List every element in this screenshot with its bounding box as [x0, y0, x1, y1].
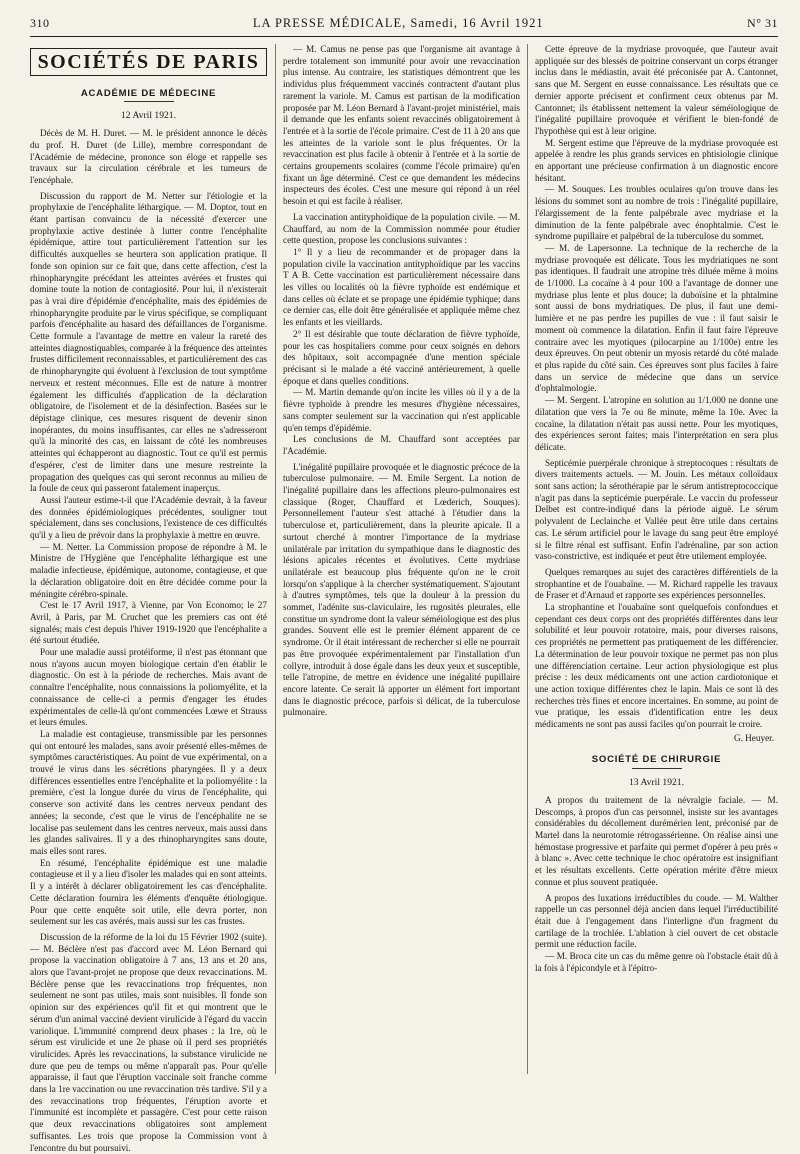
- paragraph: — M. Martin demande qu'on incite les villes où il y a de la fièvre typhoïde à prendre les mesures d'hygiène nécessaires, sans compter seulement sur la vaccination qui n'est applicable qu'en temps d'épidémie.: [283, 387, 520, 433]
- chirurgie-heading: SOCIÉTÉ DE CHIRURGIE: [591, 754, 722, 766]
- paragraph: — M. Sergent. L'atropine en solution au 1/1.000 ne donne une dilatation que vers la 7e ou 8e minute, même la 10e. Avec la cocaïne, la dilatation n'était pas aussi nette. Pour les myotiques, des expériences seront faites; mais l'interprétation en sera plus délicate.: [535, 395, 778, 452]
- paragraph: La maladie est contagieuse, transmissible par les personnes qui ont entouré les malades, sans avoir présenté elles-mêmes de symptômes caractéristiques. Au point de vue expérimental, on a trouvé le virus dans les sécrétions pharyngées. Il y a deux différences essentielles entre l'encéphalite et la poliomyélite : la première, c'est la longue durée du virus de l'encéphalite, qui conserve son activité dans les centres nerveux pendant des années; la seconde, c'est que le virus de l'encéphalite ne se localise pas seulement dans les centres nerveux, mais aussi dans les glandes salivaires. Il y a des rhinopharyngites sans doute, mais elles sont rares.: [30, 728, 267, 856]
- academie-date: 12 Avril 1921.: [121, 110, 176, 122]
- paragraph: — M. Netter. La Commission propose de répondre à M. le Ministre de l'Hygiène que l'encéphalite léthargique est une maladie infectieuse, épidémique, autonome, contagieuse, et que la déclaration obligatoire doit en être décidée comme pour la méningite cérébro-spinale.: [30, 541, 267, 599]
- paragraph: La vaccination antityphoïdique de la population civile. — M. Chauffard, au nom de la Commission nommée pour étudier cette question, propose les conclusions suivantes :: [283, 211, 520, 246]
- paragraph: La strophantine et l'ouabaïne sont quelquefois confondues et cependant ces deux corps ont des propriétés différentes dans leur solubilité et leur pouvoir rotatoire, mais, pour diverses raisons, ces propriétés ne permettent pas pratiquement de les différencier. La détermination de leur pouvoir toxique ne permet pas non plus une différenciation certaine. Leur action physiologique est plus précise : les deux médicaments ont une action cardiotonique et une action toxique différentes chez le lapin. Mais ce sont là des recherches très fines et encore incertaines. En somme, au point de vue pratique, les essais d'identification entre les deux médicaments ne sont pas aussi faciles qu'on pourrait le croire.: [535, 602, 778, 730]
- paragraph: Quelques remarques au sujet des caractères différentiels de la strophantine et de l'ouabaïne. — M. Richard rappelle les travaux de Fraser et d'Arnaud et rapporte ses expériences personnelles.: [535, 566, 778, 601]
- academie-heading: ACADÉMIE DE MÉDECINE: [80, 87, 217, 99]
- column-3: [535, 44, 778, 1074]
- paragraph: Aussi l'auteur estime-t-il que l'Académie devrait, à la faveur des données épidémiologiques précédentes, souligner tout spécialement, dans ses conclusions, l'existence de ces difficultés qu'il y a lieu de prévoir dans la prophylaxie à mettre en œuvre.: [30, 494, 267, 541]
- column-1: [30, 44, 267, 1153]
- journal-title: LA PRESSE MÉDICALE, Samedi, 16 Avril 1921: [252, 15, 544, 30]
- paragraph: — M. Camus ne pense pas que l'organisme ait avantage à perdre totalement son immunité pour avoir une revaccination plus intense. Au contraire, les statistiques démontrent que les individus plus fréquemment vaccinés contractent d'autant plus rarement la variole. M. Camus est partisan de la modification proposée par M. Léon Bernard à l'avant-projet ministériel, mais il demande que les enfants soient revaccinés obligatoirement à l'entrée et à la sortie de l'école primaire. C'est de 11 à 20 ans que les atteintes de la variole sont le plus fréquentes. Or la revaccination est plus facile à obtenir à l'entrée et à la sortie de certains groupements scolaires (comme l'école primaire) qu'en fixant un âge déterminé. C'est ce que demandent les médecins inspecteurs des écoles. C'est une mesure qui répond à un réel besoin et qui est facile à réaliser.: [283, 44, 520, 207]
- paragraph: Discussion du rapport de M. Netter sur l'étiologie et la prophylaxie de l'encéphalite léthargique. — M. Doptor, tout en étant partisan convaincu de la nécessité d'exercer une prophylaxie active destinée à lutter contre l'encéphalite épidémique, attire tout particulièrement l'attention sur les difficultés auxquelles se heurtera son application pratique. Il fonde son opinion sur ce fait que, dans cette affection, c'est la rhinopharyngite précédant les atteintes avérées et frustes qui domine toute la notion de contagiosité. Pour lui, il n'existerait pas à vrai dire d'épidémie d'encéphalite, mais des épidémies de rhinopharyngite produite par le virus spécifique, se compliquant parfois d'encéphalite au hasard des défaillances de l'organisme. Cette formule a l'avantage de mettre en valeur la rareté des atteintes diagnostiquables, comparée à la fréquence des atteintes frustes difficilement reconnaissables, et particulièrement des cas de rhinopharyngite qui évoluent à l'exclusion de tout symptôme nerveux et restent méconnues. Elle est de nature à montrer également les difficultés d'application de la déclaration obligatoire, de l'isolement et de la désinfection. Basées sur le dépistage clinique, ces mesures risquent de devenir sinon inopérantes, du moins insuffisantes, car elles ne s'adresseront qu'à la minorité des cas, en laissant de côté les nombreuses atteintes qui échapperont au diagnostic. Tout ce qu'il est permis d'espérer, c'est de limiter dans une mesure restreinte la propagation des quelques cas qui seront reconnus au milieu de la foule de ceux qui passeront fatalement inaperçus.: [30, 190, 267, 494]
- column-rule: [527, 44, 528, 1074]
- paragraph: C'est le 17 Avril 1917, à Vienne, par Von Economo; le 27 Avril, à Paris, par M. Cruchet que les premiers cas ont été signalés; mais c'est depuis l'hiver 1919-1920 que l'encéphalite a été surtout étudiée.: [30, 600, 267, 646]
- page-header: [30, 10, 778, 37]
- paragraph: Pour une maladie aussi protéiforme, il n'est pas étonnant que nous n'ayons aucun moyen biologique certain d'en établir le diagnostic. On est à la période de recherches. Mais avant de connaître l'encéphalite, nous connaissions la poliomyélite, et la connaissance de celle-ci a permis d'engager les études expérimentales de celle-là qu'ont commencées Lœwe et Strauss et leurs émules.: [30, 647, 267, 728]
- issue-number: N° 31: [747, 15, 778, 30]
- chirurgie-date: 13 Avril 1921.: [629, 777, 684, 789]
- paragraph: — M. Souques. Les troubles oculaires qu'on trouve dans les lésions du sommet sont au nombre de trois : l'inégalité pupillaire, l'élargissement de la fente palpébrale avec mydriase et la diminution de la fente palpébrale avec énophtalmie. C'est le syndrome pupillaire et palpébral de la tuberculose du sommet.: [535, 184, 778, 242]
- paragraph: Cette épreuve de la mydriase provoquée, que l'auteur avait appliquée sur des blessés de poitrine conservant un corps étranger inclus dans le médiastin, avait été préconisée par A. Cantonnet, sans que M. Sergent en eusse connaissance. Les résultats que ce dernier apporte précisent et confirment ceux obtenus par M. Cantonnet; ils établissent nettement la valeur séméiologique de l'inégalité pupillaire provoquée et vérifient le bien-fondé de l'hypothèse qui est à leur origine.: [535, 44, 778, 136]
- section-title: SOCIÉTÉS DE PARIS: [30, 48, 267, 76]
- paragraph: L'inégalité pupillaire provoquée et le diagnostic précoce de la tuberculose pulmonaire. — M. Emile Sergent. La notion de l'inégalité pupillaire dans les affections pleuro-pulmonaires est classique (Roger, Chauffard et Lœderich, Souques). Personnellement l'auteur s'est attaché à l'étudier dans la tuberculose et, particulièrement, dans la pleurite apicale. Il a surtout cherché à montrer l'importance de la mydriase unilatérale par irritation du sympathique dans le diagnostic des lésions apicales récentes et évolutives. Cette mydriase unilatérale est beaucoup plus fréquente qu'on ne le croit lorsqu'on s'applique à la chercher systématiquement. S'ajoutant à d'autres symptômes, tels que la douleur à la pression du sommet, l'adénite sus-claviculaire, les rugosités pleurales, elle constitue un syndrome dont la valeur séméiologique est des plus grandes. Souvent elle est le premier élément apparent de ce syndrome. Or il était intéressant de rechercher si elle ne pourrait pas être provoquée expérimentalement par l'installation d'un collyre, introduit à dose égale dans les deux yeux et susceptible, telle l'atropine, de mettre en évidence une inégalité pupillaire encore latente. Ce serait là apporter un élément fort important dans le diagnostic précoce, parfois si délicat, de la tuberculose pulmonaire.: [283, 461, 520, 718]
- page-number: 310: [30, 15, 50, 30]
- paragraph: — M. de Lapersonne. La technique de la recherche de la mydriase provoquée est délicate. Tous les mydriatiques ne sont pas identiques. Il faudrait une atropine très diluée même à moins de 1/1000. La cocaïne à 4 pour 100 a l'avantage de donner une mydriase plus lente et plus douce; la duboïsine et la phtalmine sont aussi de bons mydriatiques. De plus, il faut une demi-lumière et ne pas perdre les pupilles de vue : il faut saisir le moment où commence la dilatation. Enfin il faut faire l'épreuve contraire avec les myotiques (pilocarpine au 1/100e) entre les deux épreuves. On peut obtenir un myosis retardé du côté malade et plus rapide du côté sain. Ces épreuves sont plus faciles à faire dans un service de médecine que dans un service d'ophtalmologie.: [535, 242, 778, 394]
- paragraph: A propos du traitement de la névralgie faciale. — M. Descomps, à propos d'un cas personnel, insiste sur les avantages considérables du décollement durémérien lent, préconisé par de Martel dans la neurotomie rétrogassérienne. On réalise ainsi une hémostase progressive et parfaite qui permet d'opérer à peu près « à blanc ». Avec cette technique le choc opératoire est insignifiant et les résultats excellents. Cette opération mérite d'être mieux connue et plus souvent pratiquée.: [535, 794, 778, 887]
- paragraph: 1° Il y a lieu de recommander et de propager dans la population civile la vaccination antityphoïdique par les vaccins T A B. Cette vaccination est particulièrement nécessaire dans les villes ou localités où la fièvre typhoïde est endémique et dans celles où éclate et se propage une épidémie typhique; dans ce dernier cas, elle doit être généralisée et appliquée même chez les enfants et les vieillards.: [283, 246, 520, 328]
- paragraph: Les conclusions de M. Chauffard sont acceptées par l'Académie.: [283, 434, 520, 456]
- paragraph: A propos des luxations irréductibles du coude. — M. Walther rappelle un cas personnel déjà ancien dans lequel l'irréductibilité était due à l'engagement dans l'interligne d'un fragment du cartilage de la trochlée. L'ablation à ciel ouvert de cet obstacle permit une réduction facile.: [535, 892, 778, 950]
- paragraph: Discussion de la réforme de la loi du 15 Février 1902 (suite). — M. Béclère n'est pas d'accord avec M. Léon Bernard qui propose la vaccination obligatoire à 7 ans, 13 ans et 20 ans, alors que l'avant-projet ne propose que deux revaccinations. M. Béclère pense que les revaccinations trop fréquentes, non seulement ne sont pas utiles, mais sont nuisibles. Il fonde son opinion sur des expériences qu'il fit et qui montrent que le sérum d'un animal vacciné devient virulicide à l'égard du vaccin variolique. L'immunité comprend deux phases : la 1re, où le sérum est virulicide et une 2e phase où il perd ses propriétés virulicides. Après les revaccinations, la substance virulicide ne dure que peu de temps ou même n'apparaît pas. Pour qu'elle apparaisse, il faut que l'éruption vaccinale soit franche comme dans la 1re vaccination ou une revaccination très tardive. S'il y a des revaccinations trop fréquentes, l'éruption avorte et l'immunité est incomplète et passagère. C'est pour cette raison que deux revaccinations obligatoires sont amplement suffisantes. Les trois que propose la Commission vont à l'encontre du but poursuivi.: [30, 931, 267, 1153]
- signature: G. Heuyer.: [733, 732, 774, 743]
- heading-separator: [632, 768, 682, 769]
- paragraph: — M. Broca cite un cas du même genre où l'obstacle était dû à la fois à l'épicondyle et à l'épitro-: [535, 951, 778, 973]
- paragraph: 2° Il est désirable que toute déclaration de fièvre typhoïde, pour les cas hospitaliers comme pour ceux soignés en dehors des hôpitaux, soit accompagnée d'une mention spéciale précisant si le malade a été vacciné antérieurement, à quelle époque et dans quelles conditions.: [283, 328, 520, 386]
- paragraph: Décès de M. H. Duret. — M. le président annonce le décès du prof. H. Duret (de Lille), membre correspondant de l'Académie de médecine, prononce son éloge et rappelle ses travaux sur la circulation cérébrale et les tumeurs de l'encéphale.: [30, 128, 267, 185]
- paragraph: M. Sergent estime que l'épreuve de la mydriase provoquée est appelée à rendre les plus grands services en phtisiologie clinique en apportant une précieuse confirmation à un diagnostic encore hésitant.: [535, 137, 778, 183]
- paragraph: En résumé, l'encéphalite épidémique est une maladie contagieuse et il y a lieu d'isoler les malades qui en sont atteints. Il y a intérêt à déclarer obligatoirement les cas d'encéphalite. Cette déclaration fournira les éléments d'enquête étiologique. Pour que cette enquête soit utile, elle devra porter, non seulement sur les cas avérés, mais aussi sur les cas frustes.: [30, 857, 267, 927]
- paragraph: Septicémie puerpérale chronique à streptocoques : résultats de divers traitements actuels. — M. Jouin. Les métaux colloïdaux sont sans action; la sérothérapie par le sérum antistreptococcique n'agit pas dans la septicémie puerpérale. Le vaccin du professeur Delbet est contre-indiqué dans la période aiguë. Le sérum polyvalent de Leclainche et Vallée peut être utile dans certains cas. Le sérum artificiel pour le lavage du sang peut être employé si le filtre rénal est suffisant. Enfin l'adrénaline, par son action vaso-constrictive, est indiquée et peut être utilement employée.: [535, 457, 778, 562]
- column-rule: [275, 44, 276, 1074]
- column-2: [283, 44, 520, 1074]
- heading-separator: [124, 101, 174, 102]
